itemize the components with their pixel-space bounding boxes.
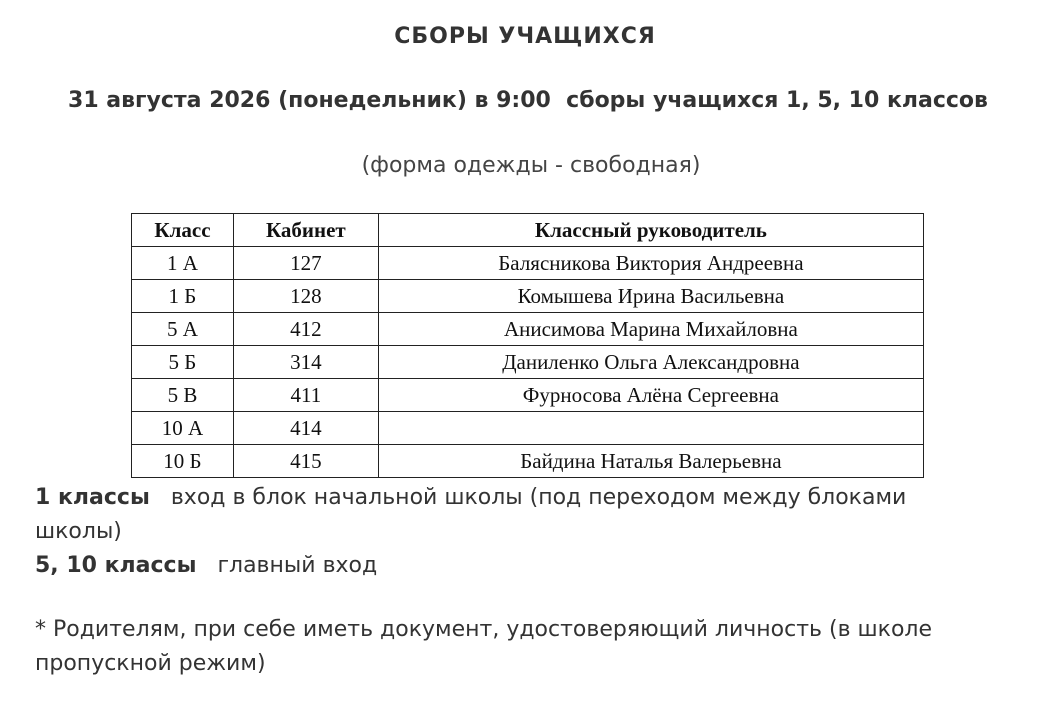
column-header-teacher: Классный руководитель xyxy=(378,214,923,247)
class-cell: 1 Б xyxy=(132,280,234,313)
class-schedule-table xyxy=(131,213,924,478)
column-header-room: Кабинет xyxy=(233,214,378,247)
teacher-cell: Даниленко Ольга Александровна xyxy=(378,346,923,379)
table-row xyxy=(132,445,924,478)
table-row xyxy=(132,346,924,379)
table-row xyxy=(132,313,924,346)
table-header-row xyxy=(132,214,924,247)
class-cell: 10 Б xyxy=(132,445,234,478)
room-cell: 411 xyxy=(233,379,378,412)
room-cell: 412 xyxy=(233,313,378,346)
entrance-text: вход в блок начальной школы (под переходом между блоками школы) xyxy=(35,485,907,544)
class-cell: 1 А xyxy=(132,247,234,280)
class-cell: 5 Б xyxy=(132,346,234,379)
teacher-cell xyxy=(378,412,923,445)
announcement: 31 августа 2026 (понедельник) в 9:00 сборы учащихся 1, 5, 10 классов xyxy=(68,88,988,113)
teacher-cell: Балясникова Виктория Андреевна xyxy=(378,247,923,280)
entrance-grades: 1 классы xyxy=(35,485,150,510)
room-cell: 414 xyxy=(233,412,378,445)
teacher-cell: Фурносова Алёна Сергеевна xyxy=(378,379,923,412)
page-title: СБОРЫ УЧАЩИХСЯ xyxy=(394,24,656,49)
column-header-class: Класс xyxy=(132,214,234,247)
entrance-text: главный вход xyxy=(217,553,378,578)
entrance-grades: 5, 10 классы xyxy=(35,553,197,578)
class-cell: 5 А xyxy=(132,313,234,346)
class-cell: 10 А xyxy=(132,412,234,445)
teacher-cell: Байдина Наталья Валерьевна xyxy=(378,445,923,478)
teacher-cell: Комышева Ирина Васильевна xyxy=(378,280,923,313)
entrance-note-main xyxy=(35,549,995,583)
room-cell: 314 xyxy=(233,346,378,379)
table-row xyxy=(132,379,924,412)
room-cell: 128 xyxy=(233,280,378,313)
parents-footnote: * Родителям, при себе иметь документ, удостоверяющий личность (в школе пропускной режим) xyxy=(35,617,933,676)
class-cell: 5 В xyxy=(132,379,234,412)
entrance-note-primary xyxy=(35,481,995,549)
room-cell: 127 xyxy=(233,247,378,280)
table-row xyxy=(132,412,924,445)
notes-section xyxy=(35,481,995,681)
table-row xyxy=(132,247,924,280)
dress-code-note: (форма одежды - свободная) xyxy=(361,153,701,178)
table-row xyxy=(132,280,924,313)
room-cell: 415 xyxy=(233,445,378,478)
teacher-cell: Анисимова Марина Михайловна xyxy=(378,313,923,346)
